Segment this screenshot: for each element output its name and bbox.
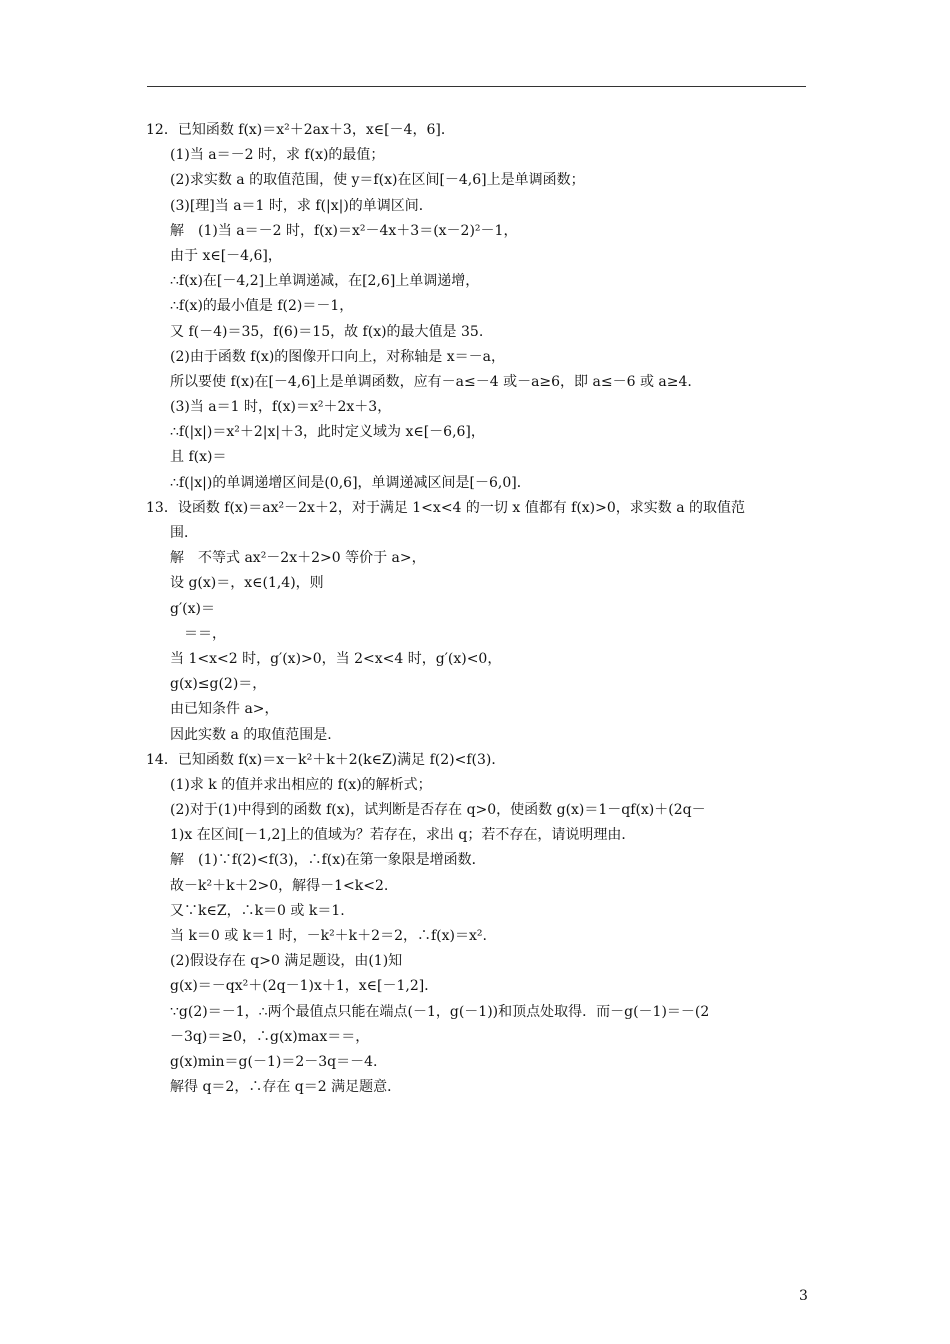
text-line: ∴f(x)的最小值是 f(2)＝－1， bbox=[170, 298, 354, 315]
text-line: ∵g(2)＝－1，∴两个最值点只能在端点(－1，g(－1))和顶点处取得．而－g(－1)＝－(2 bbox=[170, 1003, 710, 1020]
text-line: 当 k＝0 或 k＝1 时，－k²＋k＋2＝2，∴f(x)＝x². bbox=[170, 928, 487, 944]
text-line: g′(x)＝ bbox=[170, 600, 215, 617]
problem-13 bbox=[146, 496, 810, 748]
text-line: 14．已知函数 f(x)＝x－k²＋k＋2(k∈Z)满足 f(2)<f(3)． bbox=[146, 751, 506, 768]
text-line: ＝＝， bbox=[170, 625, 226, 642]
text-line: ∴f(|x|)的单调递增区间是(0,6]，单调递减区间是[－6,0]． bbox=[170, 474, 531, 491]
text-line: 当 1<x<2 时，g′(x)>0，当 2<x<4 时，g′(x)<0， bbox=[170, 650, 502, 667]
text-line: 且 f(x)＝ bbox=[170, 449, 227, 466]
problem-14 bbox=[146, 748, 810, 1101]
text-line: 13．设函数 f(x)＝ax²－2x＋2，对于满足 1<x<4 的一切 x 值都有 f(x)>0，求实数 a 的取值范 bbox=[146, 499, 746, 516]
problem-12 bbox=[146, 118, 810, 496]
text-line: 解 (1)∵f(2)<f(3)，∴f(x)在第一象限是增函数． bbox=[170, 852, 486, 869]
text-line: g(x)min＝g(－1)＝2－3q＝－4. bbox=[170, 1053, 378, 1070]
text-line: (3)当 a＝1 时，f(x)＝x²＋2x＋3， bbox=[170, 399, 392, 416]
text-line: ∴f(x)在[－4,2]上单调递减，在[2,6]上单调递增， bbox=[170, 273, 480, 290]
text-line: 故－k²＋k＋2>0，解得－1<k<2. bbox=[170, 877, 389, 894]
text-line: 1)x 在区间[－1,2]上的值域为？若存在，求出 q；若不存在，请说明理由． bbox=[170, 827, 636, 844]
page-number: 3 bbox=[799, 1288, 808, 1304]
text-line: (2)求实数 a 的取值范围，使 y＝f(x)在区间[－4,6]上是单调函数； bbox=[170, 172, 585, 189]
text-line: 所以要使 f(x)在[－4,6]上是单调函数，应有－a≤－4 或－a≥6，即 a≤－6 或 a≥4. bbox=[170, 373, 692, 390]
text-line: ∴f(|x|)＝x²＋2|x|＋3，此时定义域为 x∈[－6,6]， bbox=[170, 424, 485, 441]
text-line: 又 f(－4)＝35，f(6)＝15，故 f(x)的最大值是 35. bbox=[170, 323, 484, 340]
text-line: 由已知条件 a>， bbox=[170, 701, 279, 718]
text-line: (3)[理]当 a＝1 时，求 f(|x|)的单调区间． bbox=[170, 197, 433, 214]
text-line: (2)对于(1)中得到的函数 f(x)，试判断是否存在 q>0，使函数 g(x)＝1－qf(x)＋(2q－ bbox=[170, 802, 706, 819]
document-body bbox=[146, 118, 810, 1100]
text-line: 解得 q＝2，∴存在 q＝2 满足题意． bbox=[170, 1079, 402, 1096]
header-rule bbox=[147, 86, 806, 87]
text-line: g(x)≤g(2)＝， bbox=[170, 676, 267, 693]
text-line: 由于 x∈[－4,6]， bbox=[170, 247, 282, 264]
text-line: (2)由于函数 f(x)的图像开口向上，对称轴是 x＝－a， bbox=[170, 348, 505, 365]
text-line: (1)当 a＝－2 时，求 f(x)的最值； bbox=[170, 147, 385, 164]
text-line: 又∵k∈Z，∴k＝0 或 k＝1. bbox=[170, 902, 345, 919]
text-line: 设 g(x)＝，x∈(1,4)，则 bbox=[170, 575, 324, 592]
text-line: 解 不等式 ax²－2x＋2>0 等价于 a>， bbox=[170, 550, 426, 567]
text-line: 12．已知函数 f(x)＝x²＋2ax＋3，x∈[－4，6]． bbox=[146, 122, 455, 138]
text-line: 因此实数 a 的取值范围是. bbox=[170, 726, 332, 743]
text-line: (1)求 k 的值并求出相应的 f(x)的解析式； bbox=[170, 776, 432, 793]
text-line: g(x)＝－qx²＋(2q－1)x＋1，x∈[－1,2]． bbox=[170, 978, 439, 995]
text-line: －3q)＝≥0，∴g(x)max＝＝， bbox=[170, 1028, 370, 1045]
text-line: 围． bbox=[170, 525, 198, 541]
text-line: (2)假设存在 q>0 满足题设，由(1)知 bbox=[170, 953, 403, 970]
text-line: 解 (1)当 a＝－2 时，f(x)＝x²－4x＋3＝(x－2)²－1， bbox=[170, 222, 518, 239]
